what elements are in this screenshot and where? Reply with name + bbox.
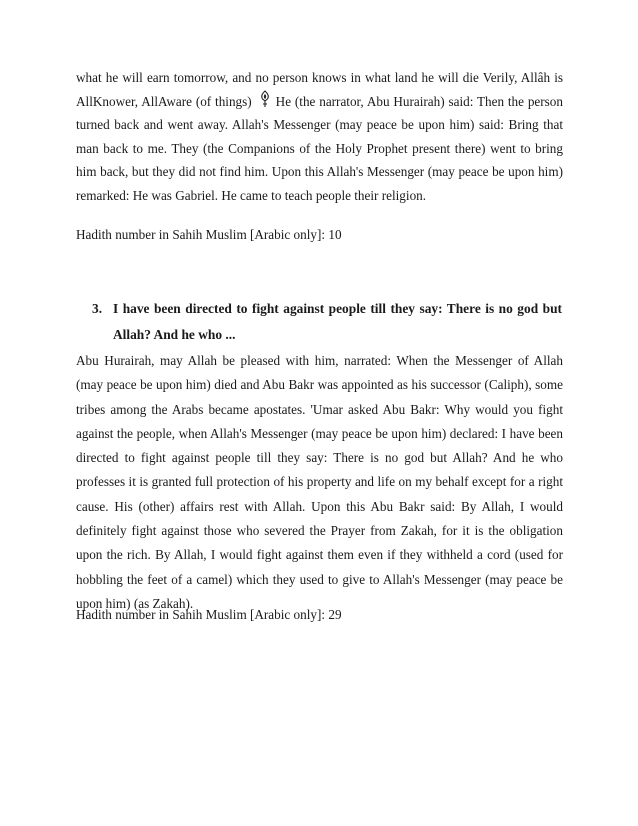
heading-number: 3. [92, 301, 103, 316]
hadith-reference: Hadith number in Sahih Muslim [Arabic only]: 10 [76, 227, 342, 242]
heading-title: I have been directed to fight against people till they say: There is no god but Allah? And he who ... [113, 301, 562, 342]
hadith-29-body: Abu Hurairah, may Allah be pleased with him, narrated: When the Messenger of Allah (may peace be upon him) died and Abu Bakr was appointed as his successor (Caliph), some tribes among the Arabs became apostates. 'Umar asked Abu Bakr: Why would you fight against the people, when Allah's Messenger (may peace be upon him) declared: I have been directed to fight against people till they say: There is no god but Allah? And he who professes it is granted full protection of his property and life on my behalf except for a right cause. His (other) affairs rest with Allah. Upon this Abu Bakr said: By Allah, I would definitely fight against those who severed the Prayer from Zakah, for it is the obligation upon the rich. By Allah, I would fight against them even if they withheld a cord (used for hobbling the feet of a camel) which they used to give to Allah's Messenger (may peace be upon him) (as Zakah). [76, 353, 563, 611]
hadith-heading [92, 296, 562, 348]
hadith-reference: Hadith number in Sahih Muslim [Arabic only]: 29 [76, 607, 342, 622]
hadith-10-continuation [76, 66, 563, 208]
hadith-10-text-part-1: what he will earn tomorrow, and no person knows in what land he will die Verily, Allâh is AllKnower, AllAware (of things) [76, 70, 563, 109]
hadith-10-text-part-2: He (the narrator, Abu Hurairah) said: Then the person turned back and went away. Allah's Messenger (may peace be upon him) said: Bring that man back to me. They (the Companions of the Holy Prophet present there) went to bring him back, but they did not find him. Upon this Allah's Messenger (may peace be upon him) remarked: He was Gabriel. He came to teach people their religion. [76, 93, 563, 203]
ayah-end-ornament-icon [258, 90, 272, 108]
